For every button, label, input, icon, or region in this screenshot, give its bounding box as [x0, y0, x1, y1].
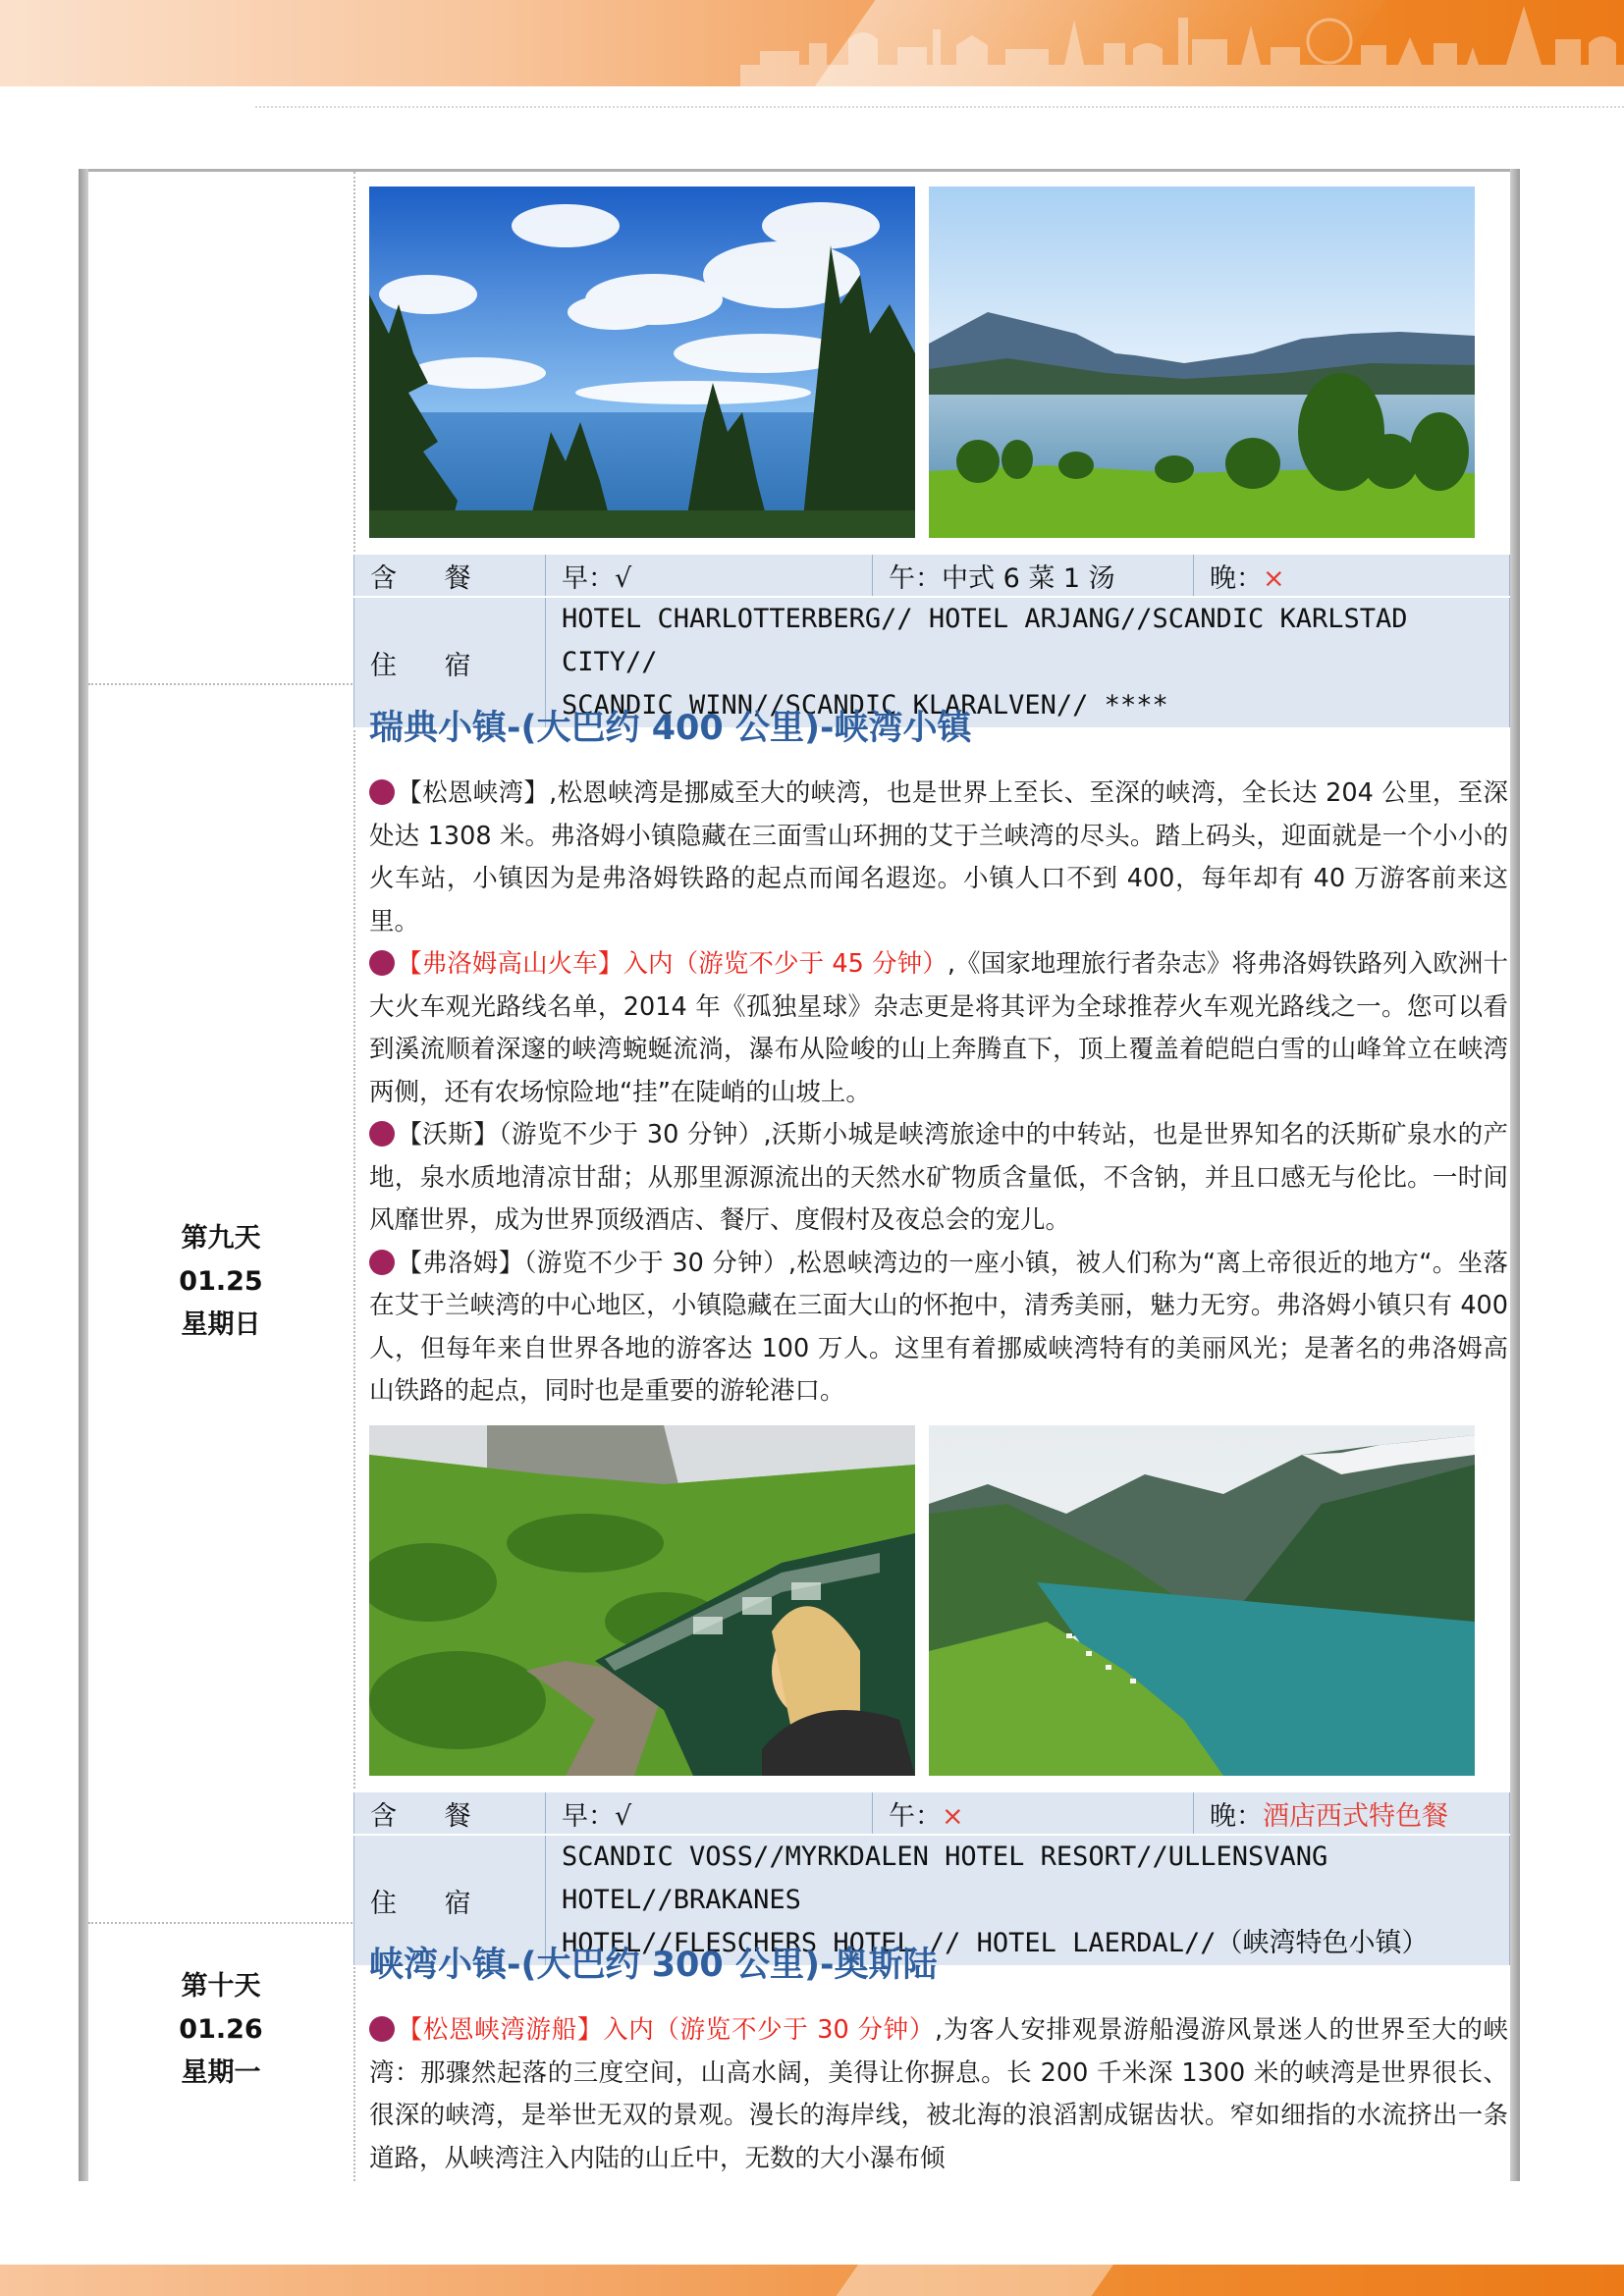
- day-date: 01.26: [179, 2014, 263, 2045]
- attraction-name: 【沃斯】: [397, 1120, 499, 1149]
- hotel-label: 住 宿: [354, 1835, 546, 1966]
- hotel-label: 住 宿: [354, 597, 546, 728]
- attraction-text: ,《国家地理旅行者杂志》将弗洛姆铁路列入欧洲十大火车观光路线名单，2014 年《孤独星球》杂志更是将其评为全球推荐火车观光路线之一。您可以看到溪流顺着深邃的峡湾蜿蜒流淌，瀑布从险峻的山上奔腾直下，顶上覆盖着皑皑白雪的山峰耸立在峡湾两侧，还有农场惊险地“挂”在陡峭的山坡上。: [369, 949, 1508, 1107]
- circle-bullet-icon: [369, 1250, 395, 1275]
- attraction-text: （游览不少于 30 分钟）,松恩峡湾边的一座小镇，被人们称为“离上帝很近的地方“。坐落在艾于兰峡湾的中心地区，小镇隐藏在三面大山的怀抱中，清秀美丽，魅力无穷。弗洛姆小镇只有 400 人，但每年来自世界各地的游客达 100 万人。这里有着挪威峡湾特有的美丽风光；是著名的弗洛姆高山铁路的起点，同时也是重要的游轮港口。: [369, 1248, 1508, 1406]
- attraction-sognefjord-cruise: [369, 2009, 1508, 2180]
- dinner-cross-icon: ×: [1263, 562, 1285, 594]
- attraction-flam-railway: [369, 943, 1508, 1114]
- frame-right-rail: [1510, 169, 1520, 2181]
- attraction-name: 【弗洛姆】: [397, 1248, 524, 1278]
- hotel-line-2: HOTEL//FLESCHERS HOTEL // HOTEL LAERDAL//（峡湾特色小镇）: [562, 1928, 1429, 1958]
- attraction-voss: [369, 1114, 1508, 1243]
- city-skyline-icon: [701, 0, 1624, 86]
- day9-title: 瑞典小镇-(大巴约 400 公里)-峡湾小镇: [369, 709, 972, 748]
- frame-top-border: [79, 169, 1520, 172]
- attraction-text: ,为客人安排观景游船漫游风景迷人的世界至大的峡湾：那骤然起落的三度空间，山高水阔，美得让你摒息。长 200 千米深 1300 米的峡湾是世界很长、很深的峡湾，是举世无双的景观。漫长的海岸线，被北海的浪滔割成锯齿状。窄如细指的水流挤出一条道路，从峡湾注入内陆的山丘中，无数的大小瀑布倾: [369, 2015, 1508, 2173]
- hotel-line-1: SCANDIC VOSS//MYRKDALEN HOTEL RESORT//ULLENSVANG HOTEL//BRAKANES: [562, 1842, 1328, 1915]
- circle-bullet-icon: [369, 1121, 395, 1147]
- day9-description: [369, 773, 1508, 1414]
- footer-band: [0, 2265, 1624, 2296]
- dinner-label: 晚：: [1210, 1800, 1263, 1832]
- day10-label: [88, 1965, 353, 2095]
- header-band: [0, 0, 1624, 86]
- attraction-flam: [369, 1243, 1508, 1414]
- dinner-label: 晚：: [1210, 562, 1263, 594]
- meals-label: 含 餐: [354, 554, 546, 597]
- lunch-cell: 午：中式 6 菜 1 汤: [873, 554, 1194, 597]
- lunch-cross-icon: ×: [942, 1800, 964, 1832]
- day-date: 01.25: [179, 1266, 263, 1297]
- attraction-sognefjord: [369, 773, 1508, 943]
- flam-railway-train-photo: [369, 1425, 915, 1776]
- day10-description: [369, 2009, 1508, 2181]
- attraction-text: （游览不少于 30 分钟）,沃斯小城是峡湾旅途中的中转站，也是世界知名的沃斯矿泉水的产地，泉水质地清凉甘甜；从那里源源流出的天然水矿物质含量低，不含钠，并且口感无与伦比。一时间风靡世界，成为世界顶级酒店、餐厅、度假村及夜总会的宠儿。: [369, 1120, 1508, 1235]
- attraction-text: ,松恩峡湾是挪威至大的峡湾，也是世界上至长、至深的峡湾，全长达 204 公里，至深处达 1308 米。弗洛姆小镇隐藏在三面雪山环拥的艾于兰峡湾的尽头。踏上码头，迎面就是一个小小的火车站，小镇因为是弗洛姆铁路的起点而闻名遐迩。小镇人口不到 400，每年却有 40 万游客前来这里。: [369, 778, 1508, 936]
- dinner-value: 酒店西式特色餐: [1263, 1800, 1448, 1832]
- meals-label: 含 餐: [354, 1791, 546, 1835]
- lake-with-pines-photo: [369, 187, 915, 538]
- hotel-line-2: SCANDIC WINN//SCANDIC KLARALVEN// ****: [562, 690, 1168, 721]
- alpine-lake-meadow-photo: [929, 187, 1475, 538]
- day-number: 第九天: [181, 1223, 261, 1254]
- lunch-cell: [873, 1791, 1194, 1835]
- day10-title: 峡湾小镇-(大巴约 300 公里)-奥斯陆: [369, 1946, 938, 1985]
- attraction-name: 【松恩峡湾游船】入内（游览不少于 30 分钟）: [397, 2015, 936, 2045]
- frame-left-rail: [79, 169, 88, 2181]
- circle-bullet-icon: [369, 2016, 395, 2042]
- day-number: 第十天: [181, 1971, 261, 2002]
- circle-bullet-icon: [369, 950, 395, 976]
- circle-bullet-icon: [369, 779, 395, 805]
- day8-info-table: [353, 553, 1510, 729]
- dinner-cell: [1194, 1791, 1510, 1835]
- fjord-valley-photo: [929, 1425, 1475, 1776]
- dinner-cell: [1194, 554, 1510, 597]
- day9-label: [88, 1217, 353, 1347]
- breakfast-cell: 早：√: [546, 554, 873, 597]
- day-weekday: 星期日: [181, 1309, 261, 1340]
- attraction-name: 【弗洛姆高山火车】入内（游览不少于 45 分钟）: [397, 949, 947, 979]
- day-weekday: 星期一: [181, 2057, 261, 2088]
- attraction-name: 【松恩峡湾】: [397, 778, 550, 808]
- hotel-line-1: HOTEL CHARLOTTERBERG// HOTEL ARJANG//SCANDIC KARLSTAD CITY//: [562, 604, 1408, 677]
- header-divider: [255, 106, 1624, 108]
- footer-highlight: [824, 2265, 1120, 2296]
- breakfast-cell: 早：√: [546, 1791, 873, 1835]
- lunch-label: 午：: [889, 1800, 942, 1832]
